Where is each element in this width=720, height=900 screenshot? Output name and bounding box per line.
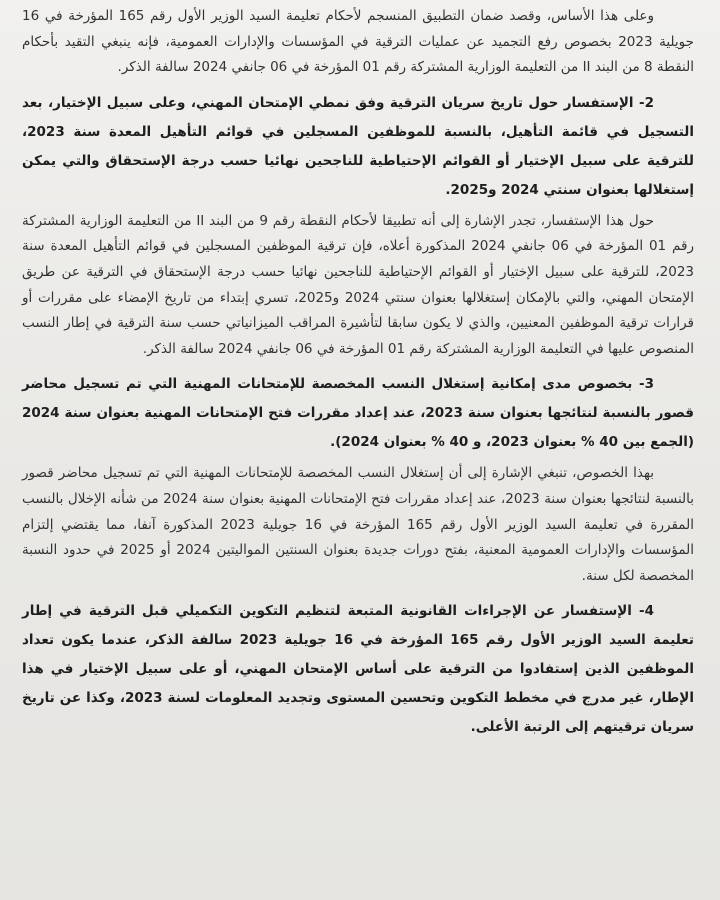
intro-paragraph: وعلى هذا الأساس، وقصد ضمان التطبيق المنسجم لأحكام تعليمة السيد الوزير الأول رقم 165 المؤرخة في 16 جويلية 2023 بخصوص رفع التجميد عن عمليات الترقية في المؤسسات والإدارات العمومية، فإنه ينبغي التقيد بأحكام النقطة 8 من البند II من التعليمة الوزارية المشتركة رقم 01 المؤرخة في 06 جانفي 2024 سالفة الذكر. [22, 8, 694, 76]
question-3: 3- بخصوص مدى إمكانية إستغلال النسب المخصصة للإمتحانات المهنية التي تم تسجيل محاضر قصور بالنسبة لنتائجها بعنوان سنة 2023، عند إعداد مقررات فتح الإمتحانات المهنية بعنوان سنة 2024 (الجمع بين 40 % بعنوان 2023، و 40 % بعنوان 2024). [22, 376, 694, 451]
answer-2: حول هذا الإستفسار، تجدر الإشارة إلى أنه تطبيقا لأحكام النقطة رقم 9 من البند II من التعليمة الوزارية المشتركة رقم 01 المؤرخة في 06 جانفي 2024 المذكورة أعلاه، فإن ترقية الموظفين المسجلين في قوائم التأهيل المعدة سنة 2023، للترقية على سبيل الإختيار أو القوائم الإحتياطية للناجحين نهائيا حسب درجة الإستحقاق في الترقية عن طريق الإمتحان المهني، والتي بالإمكان إستغلالها بعنوان سنتي 2024 و2025، تسري إبتداء من تاريخ الإمضاء على مقررات أو قرارات ترقية الموظفين المعنيين، والذي لا يكون سابقا لتأشيرة المراقب الميزانياتي حسب سنة الترقية في إطار النسب المنصوص عليها في التعليمة الوزارية المشتركة رقم 01 المؤرخة في 06 جانفي 2024 سالفة الذكر. [22, 212, 695, 357]
question-2: 2- الإستفسار حول تاريخ سريان الترقية وفق نمطي الإمتحان المهني، وعلى سبيل الإختيار، بعد التسجيل في قائمة التأهيل، بالنسبة للموظفين المسجلين في قوائم التأهيل المعدة سنة 2023، للترقية على سبيل الإختيار أو القوائم الإحتياطية للناجحين نهائيا حسب درجة الإستحقاق والتي يمكن إستغلالها بعنوان سنتي 2024 و2025. [22, 94, 694, 198]
answer-3: بهذا الخصوص، تنبغي الإشارة إلى أن إستغلال النسب المخصصة للإمتحانات المهنية التي تم تسجيل محاضر قصور بالنسبة لنتائجها بعنوان سنة 2023، عند إعداد مقررات فتح الإمتحانات المهنية بعنوان سنة 2024 من شأنه الإخلال بالنسب المقررة في تعليمة السيد الوزير الأول رقم 165 المؤرخة في 16 جويلية 2023 المذكورة آنفا، مما يقتضي إلتزام المؤسسات والإدارات العمومية المعنية، بفتح دورات جديدة بعنوان السنتين المواليتين 2024 أو 2025 في حدود النسبة المخصصة لكل سنة. [22, 465, 695, 584]
question-4: 4- الإستفسار عن الإجراءات القانونية المتبعة لتنظيم التكوين التكميلي قبل الترقية في إطار تعليمة السيد الوزير الأول رقم 165 المؤرخة في 16 جويلية 2023 سالفة الذكر، عندما يكون تعداد الموظفين الذين إستفادوا من الترقية على أساس الإمتحان المهني، أو على سبيل الإختيار في هذا الإطار، غير مدرج في مخطط التكوين وتحسين المستوى وتجديد المعلومات لسنة 2023، وكذا عن تاريخ سريان ترقيتهم إلى الرتبة الأعلى. [22, 603, 694, 736]
